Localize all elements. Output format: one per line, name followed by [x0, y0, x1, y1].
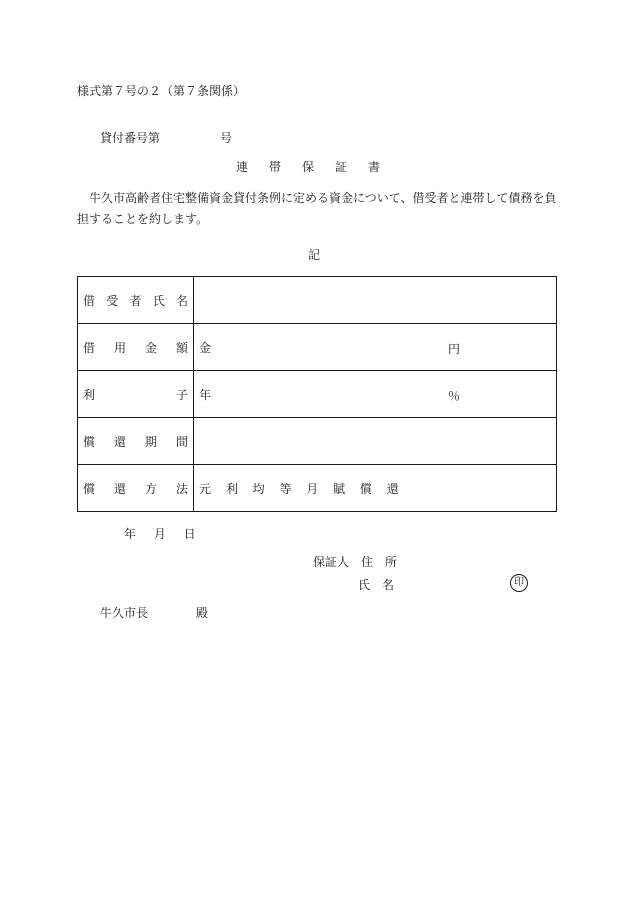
repayment-period-field[interactable] [194, 418, 557, 465]
document-title: 連帯保証書 [236, 160, 402, 174]
loan-amount-field[interactable] [194, 324, 557, 371]
interest-unit: ％ [448, 389, 461, 403]
borrower-name-field[interactable] [194, 277, 557, 324]
guarantor-address-label: 保証人 住 所 [313, 555, 398, 569]
loan-number-suffix: 号 [220, 131, 233, 145]
borrower-name-label: 借受者氏名 [78, 277, 194, 324]
ki-heading: 記 [308, 248, 321, 262]
repayment-period-label: 償還期間 [78, 418, 194, 465]
interest-label: 利子 [78, 371, 194, 418]
date-line: 年 月 日 [124, 527, 196, 541]
table-row-borrower [78, 277, 557, 324]
table-row-method [78, 465, 557, 512]
loan-amount-label: 借用金額 [78, 324, 194, 371]
loan-number-label: 貸付番号第 [100, 131, 161, 145]
repayment-method-value: 元 利 均 等 月 賦 償 還 [199, 481, 399, 496]
seal-icon: 印 [510, 574, 528, 592]
repayment-method-field [194, 465, 557, 512]
addressee-line: 牛久市長 殿 [100, 606, 209, 620]
interest-field[interactable] [194, 371, 557, 418]
table-row-period [78, 418, 557, 465]
guarantor-name-label: 氏 名 [358, 578, 395, 592]
loan-amount-unit: 円 [448, 342, 461, 356]
table-row-interest [78, 371, 557, 418]
pledge-statement: 牛久市高齢者住宅整備資金貸付条例に定める資金について、借受者と連帯して債務を負担することを約します。 [77, 191, 557, 226]
table-row-amount [78, 324, 557, 371]
loan-detail-table [77, 276, 557, 512]
loan-amount-prefix: 金 [199, 340, 212, 355]
interest-prefix: 年 [199, 387, 212, 402]
repayment-method-label: 償還方法 [78, 465, 194, 512]
form-number-label: 様式第７号の２（第７条関係） [77, 84, 246, 98]
